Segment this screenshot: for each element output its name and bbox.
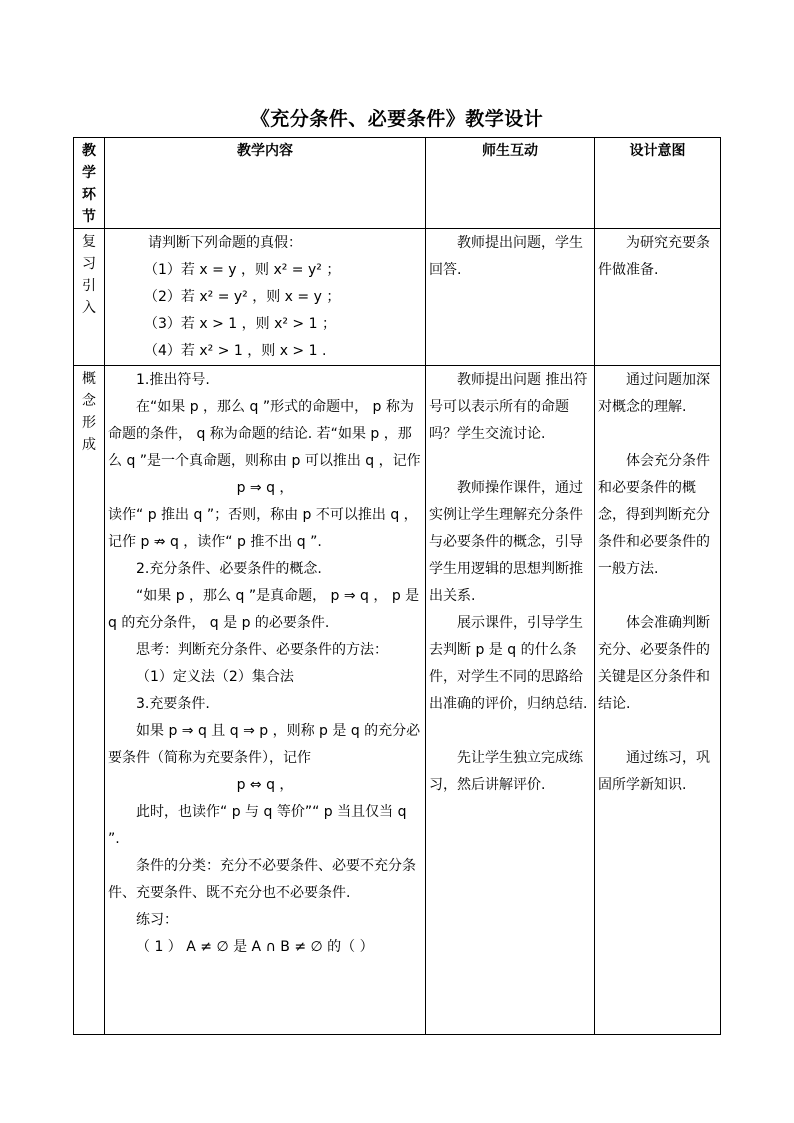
header-stage	[74, 138, 105, 229]
header-intent: 设计意图	[595, 138, 721, 229]
intent-text: 体会充分条件和必要条件的概念，得到判断充分条件和必要条件的一般方法.	[598, 453, 710, 577]
header-stage-char: 学	[82, 165, 96, 181]
intent-text: 通过问题加深对概念的理解.	[598, 372, 710, 415]
content-para: 3.充要条件.	[136, 696, 210, 712]
concept-intent	[595, 366, 721, 1035]
interaction-text: 展示课件，引导学生去判断 p 是 q 的什么条件，对学生不同的思路给出准确的评价，归纳总结.	[429, 615, 588, 712]
review-content	[105, 229, 426, 366]
review-intent	[595, 229, 721, 366]
formula: p ⇔ q ，	[236, 777, 294, 793]
row-concept	[74, 366, 721, 1035]
stage-char: 引	[82, 278, 96, 294]
content-para: 此时，也读作“ p 与 q 等价”“ p 当且仅当 q ”.	[108, 804, 407, 847]
header-stage-char: 教	[82, 143, 96, 159]
stage-char: 概	[82, 371, 96, 387]
content-para: “如果 p ，那么 q ”是真命题， p ⇒ q ， p 是 q 的充分条件， q 是 p 的必要条件.	[108, 588, 420, 631]
stage-char: 形	[82, 415, 96, 431]
intent-text: 体会准确判断充分、必要条件的关键是区分条件和结论.	[598, 615, 710, 712]
stage-concept	[74, 366, 105, 1035]
header-interaction: 师生互动	[426, 138, 595, 229]
interaction-text: 教师提出问题 推出符号可以表示所有的命题吗？学生交流讨论.	[429, 372, 588, 442]
review-item: （2）若 x² = y² ，则 x = y ；	[144, 289, 341, 305]
content-para: 2.充分条件、必要条件的概念.	[136, 561, 322, 577]
table-header-row	[74, 138, 721, 229]
content-para: （ 1 ） A ≠ ∅ 是 A ∩ B ≠ ∅ 的（ ）	[136, 939, 374, 955]
header-content: 教学内容	[105, 138, 426, 229]
review-item: （4）若 x² > 1 ，则 x > 1 .	[144, 343, 327, 359]
content-para: 思考：判断充分条件、必要条件的方法：	[136, 642, 388, 658]
document-title: 《充分条件、必要条件》教学设计	[250, 108, 544, 130]
header-stage-char: 节	[82, 209, 96, 225]
content-para: 练习：	[136, 912, 178, 928]
concept-content	[105, 366, 426, 1035]
concept-interaction	[426, 366, 595, 1035]
content-para: 如果 p ⇒ q 且 q ⇒ p ，则称 p 是 q 的充分必要条件（简称为充要条件），记作	[108, 723, 421, 766]
review-item: （3）若 x > 1 ，则 x² > 1 ；	[144, 316, 336, 332]
header-stage-char: 环	[82, 187, 96, 203]
stage-char: 念	[82, 393, 96, 409]
content-para: 读作“ p 推出 q ”；否则，称由 p 不可以推出 q ，记作 p ⇏ q ，读作“ p 推不出 q ”.	[108, 507, 418, 550]
content-para: （1）定义法（2）集合法	[136, 669, 294, 685]
stage-char: 入	[82, 300, 96, 316]
stage-char: 习	[82, 256, 96, 272]
intent-text: 通过练习，巩固所学新知识.	[598, 750, 710, 793]
interaction-text: 教师提出问题，学生回答.	[429, 235, 583, 278]
content-para: 条件的分类：充分不必要条件、必要不充分条件、充要条件、既不充分也不必要条件.	[108, 858, 416, 901]
formula: p ⇒ q ，	[236, 480, 294, 496]
content-para: 1.推出符号.	[136, 372, 210, 388]
stage-review	[74, 229, 105, 366]
row-review	[74, 229, 721, 366]
stage-char: 复	[82, 234, 96, 250]
stage-char: 成	[82, 437, 96, 453]
review-item: （1）若 x = y ，则 x² = y² ；	[144, 262, 341, 278]
content-para: 在“如果 p ，那么 q ”形式的命题中， p 称为命题的条件， q 称为命题的结论. 若“如果 p ，那么 q ”是一个真命题，则称由 p 可以推出 q ，记作	[108, 399, 421, 469]
interaction-text: 先让学生独立完成练习，然后讲解评价.	[429, 750, 583, 793]
intent-text: 为研究充要条件做准备.	[598, 235, 710, 278]
lesson-plan-table	[73, 137, 721, 1035]
review-interaction	[426, 229, 595, 366]
review-intro: 请判断下列命题的真假：	[148, 235, 302, 251]
interaction-text: 教师操作课件，通过实例让学生理解充分条件与必要条件的概念，引导学生用逻辑的思想判断推出关系.	[429, 480, 583, 604]
